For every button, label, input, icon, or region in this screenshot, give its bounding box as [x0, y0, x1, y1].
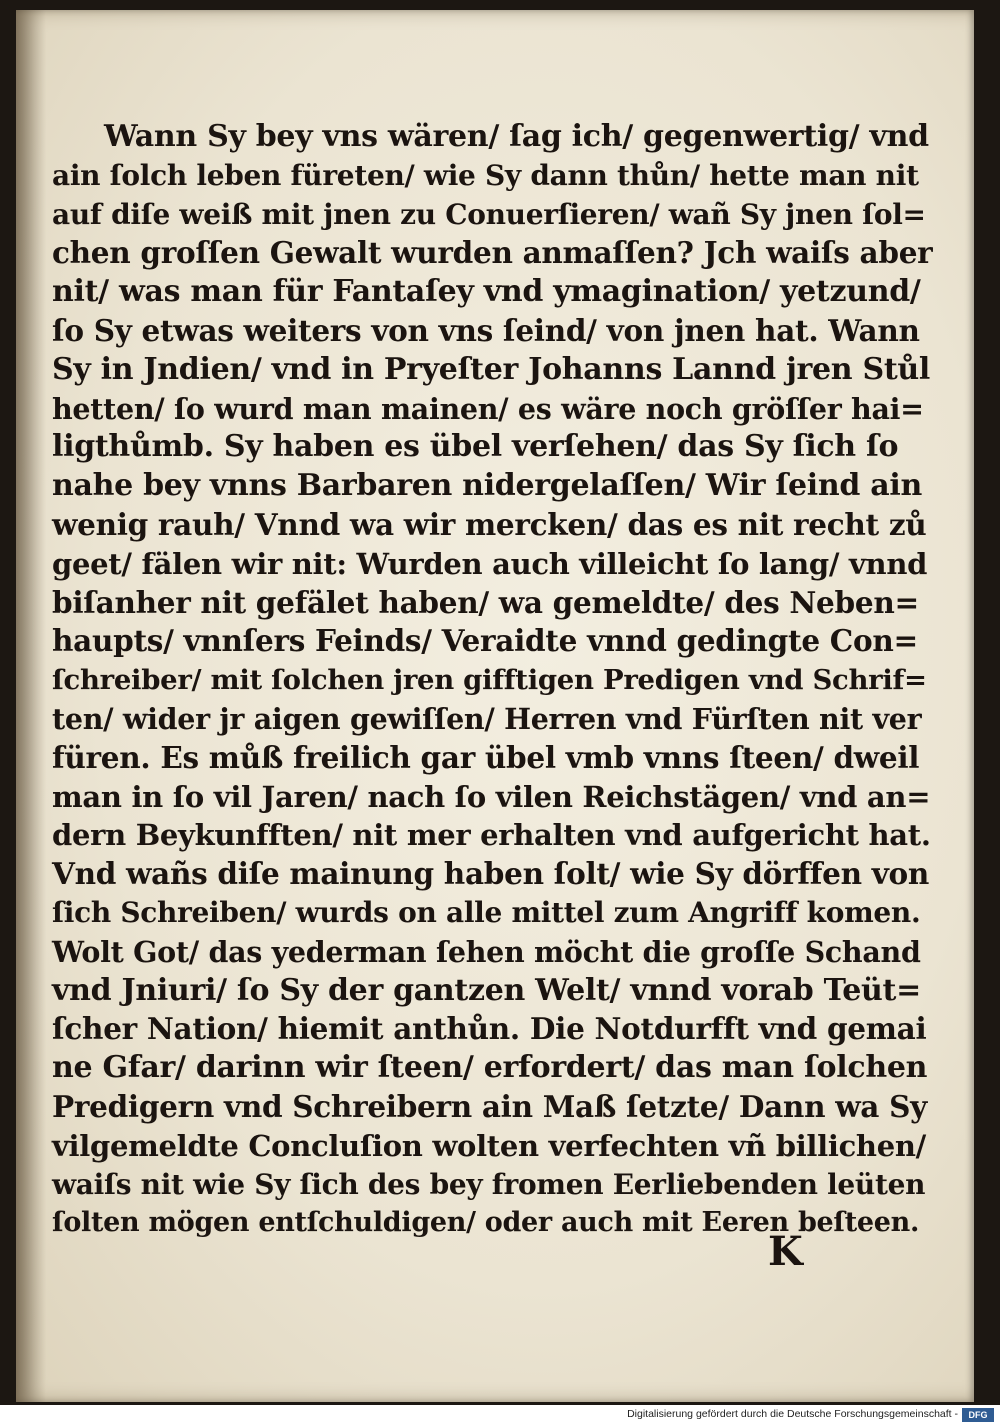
- text-line: nahe bey vnns Barbaren nidergelaſſen/ Wir ſeind ain: [52, 468, 922, 504]
- text-line: ſcher Nation/ hiemit anthůn. Die Notdurfft vnd gemai: [52, 1011, 927, 1047]
- text-line: waiſs nit wie Sy ſich des bey fromen Eerliebenden leüten: [52, 1167, 926, 1201]
- text-line: Vnd wañs diſe mainung haben ſolt/ wie Sy dörffen von: [52, 856, 930, 892]
- text-line: Sy in Jndien/ vnd in Pryeſter Johanns Lannd jren Stůl: [52, 351, 930, 387]
- text-line: hetten/ ſo wurd man mainen/ es wäre noch gröſſer hai=: [52, 391, 924, 426]
- text-line: nit/ was man für Fantaſey vnd ymagination/ yetzund/: [52, 274, 921, 310]
- text-line: Wann Sy bey vns wären/ ſag ich/ gegenwertig/ vnd: [104, 119, 929, 154]
- text-line: chen groſſen Gewalt wurden anmaſſen? Jch waiſs aber: [52, 235, 933, 271]
- text-line: vilgemeldte Concluſion wolten verfechten vñ billichen/: [52, 1128, 926, 1163]
- text-line: biſanher nit gefälet haben/ wa gemeldte/ des Neben=: [52, 584, 919, 620]
- text-line: füren. Es můß freilich gar übel vmb vnns ſteen/ dweil: [52, 739, 920, 775]
- funding-notice: Digitalisierung gefördert durch die Deutsche Forschungsgemeinschaft -: [627, 1408, 958, 1420]
- text-line: ſo Sy etwas weiters von vns ſeind/ von jnen hat. Wann: [52, 312, 920, 348]
- text-line: ten/ wider jr aigen gewiſſen/ Herren vnd Fürſten nit ver: [52, 701, 922, 736]
- page-text-block: [52, 118, 932, 1243]
- text-line: geet/ fälen wir nit: Wurden auch villeicht ſo lang/ vnnd: [52, 546, 928, 581]
- text-line: dern Beykunfften/ nit mer erhalten vnd aufgericht hat.: [52, 818, 931, 853]
- text-line: man in ſo vil Jaren/ nach ſo vilen Reichstägen/ vnd an=: [52, 779, 931, 814]
- text-line: vnd Jniuri/ ſo Sy der gantzen Welt/ vnnd vorab Teüt=: [52, 972, 921, 1008]
- text-line: ſchreiber/ mit ſolchen jren gifftigen Predigen vnd Schrif=: [52, 664, 927, 697]
- text-line: auf diſe weiß mit jnen zu Conuerſieren/ wañ Sy jnen ſol=: [52, 197, 926, 231]
- dfg-logo: DFG: [962, 1408, 994, 1422]
- text-line: ne Gfar/ darinn wir ſteen/ erfordert/ das man ſolchen: [52, 1050, 928, 1086]
- book-page: [16, 10, 974, 1402]
- text-line: wenig rauh/ Vnnd wa wir mercken/ das es nit recht zů: [52, 506, 927, 542]
- signature-mark: K: [768, 1228, 803, 1275]
- text-line: Predigern vnd Schreibern ain Maß ſetzte/ Dann wa Sy: [52, 1088, 927, 1124]
- text-line: ſich Schreiben/ wurds on alle mittel zum Angriff komen.: [52, 895, 921, 929]
- footer-bar: [0, 1405, 1000, 1426]
- text-line: Wolt Got/ das yederman ſehen möcht die groſſe Schand: [52, 934, 921, 969]
- text-line: haupts/ vnnſers Feinds/ Veraidte vnnd gedingte Con=: [52, 623, 918, 659]
- page-gutter-shadow: [16, 10, 46, 1402]
- text-line: ſolten mögen entſchuldigen/ oder auch mit Eeren beſteen.: [52, 1207, 920, 1239]
- text-line: ain ſolch leben füreten/ wie Sy dann thůn/ hette man nit: [52, 158, 919, 192]
- text-line: ligthůmb. Sy haben es übel verſehen/ das Sy ſich ſo: [52, 429, 899, 465]
